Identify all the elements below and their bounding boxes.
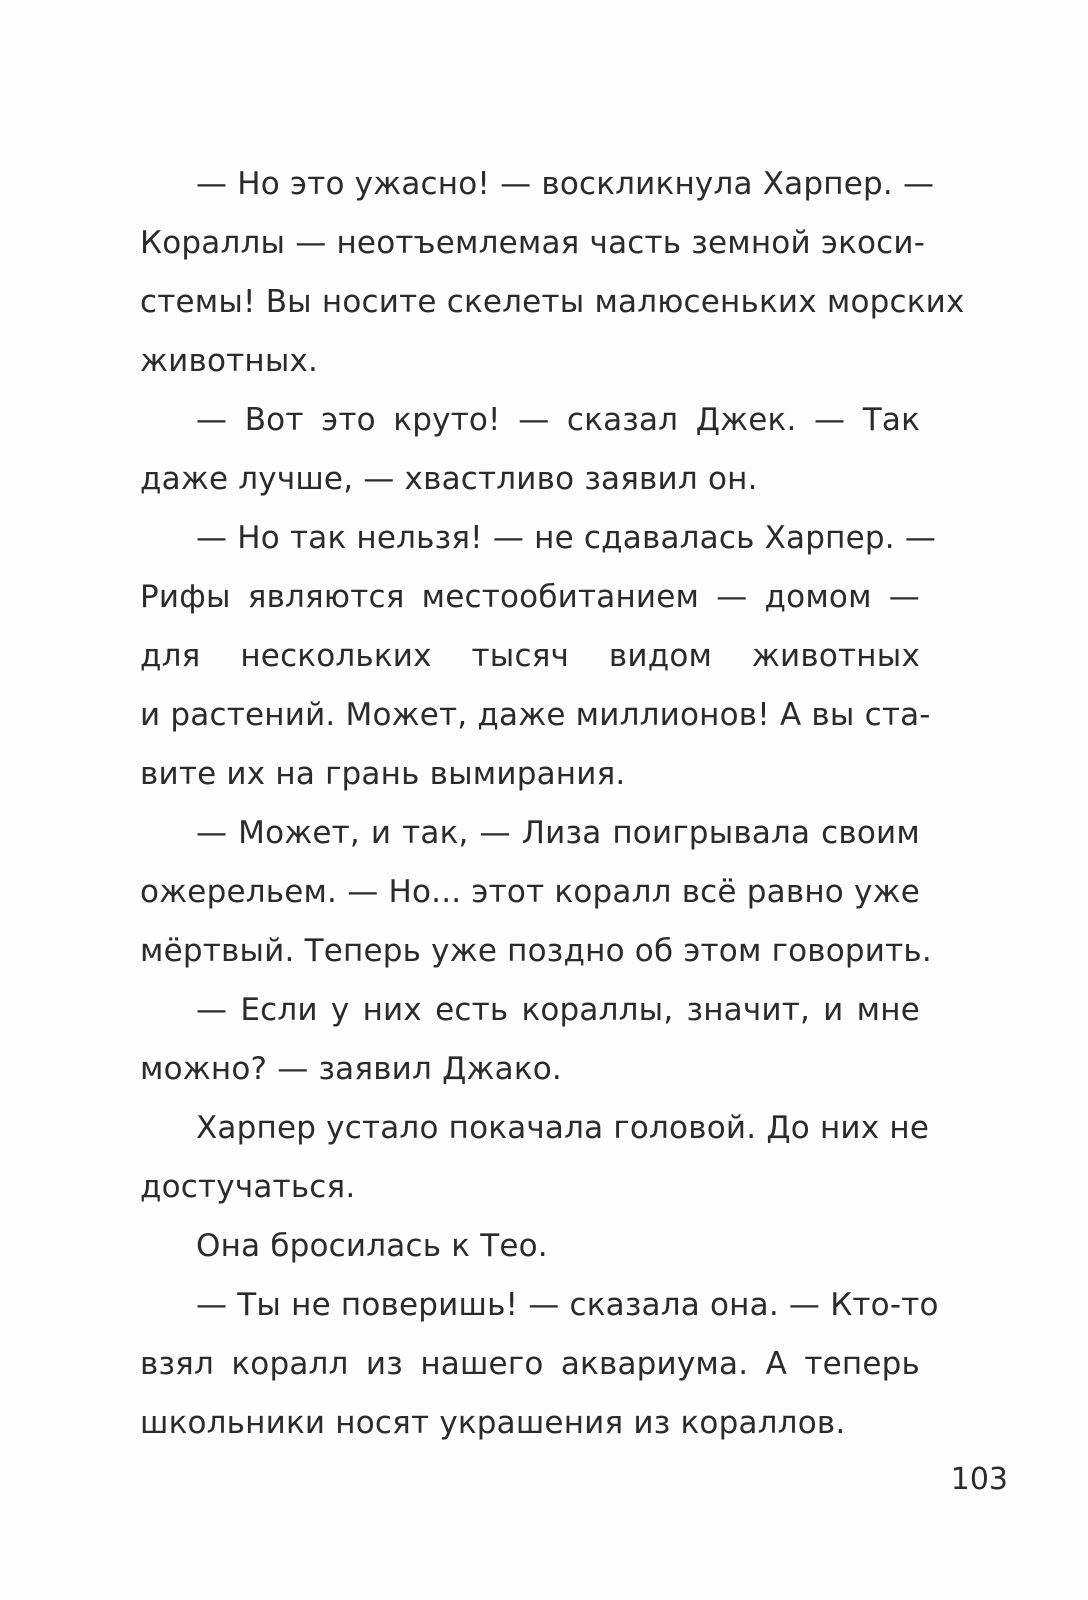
text-line: Харпер устало покачала головой. До них не	[196, 1110, 930, 1146]
text-line: — Но это ужасно! — воскликнула Харпер. —	[196, 166, 935, 202]
text-line: достучаться.	[140, 1169, 356, 1205]
text-line: ожерельем. — Но... этот коралл всё равно уже	[140, 874, 920, 910]
text-line: стемы! Вы носите скелеты малюсеньких морских	[140, 284, 965, 320]
text-line: животных.	[140, 343, 319, 379]
text-line: — Ты не поверишь! — сказала она. — Кто-то	[196, 1287, 939, 1323]
body-text	[140, 155, 965, 1453]
text-line: Рифы являются местообитанием — домом —	[140, 579, 920, 615]
text-line: и растений. Может, даже миллионов! А вы ста-	[140, 697, 931, 733]
text-line: Она бросилась к Тео.	[196, 1228, 548, 1264]
text-line: школьники носят украшения из кораллов.	[140, 1405, 846, 1441]
page-number: 103	[950, 1462, 1008, 1497]
text-line: мёртвый. Теперь уже поздно об этом говорить.	[140, 933, 932, 969]
text-line: можно? — заявил Джако.	[140, 1051, 562, 1087]
text-line: — Вот это круто! — сказал Джек. — Так	[196, 402, 920, 438]
text-line: для нескольких тысяч видом животных	[140, 638, 920, 674]
text-line: Кораллы — неотъемлемая часть земной экоси-	[140, 225, 926, 261]
text-line: даже лучше, — хвастливо заявил он.	[140, 461, 758, 497]
text-line: вите их на грань вымирания.	[140, 756, 626, 792]
text-line: — Но так нельзя! — не сдавалась Харпер. —	[196, 520, 937, 556]
text-line: взял коралл из нашего аквариума. А теперь	[140, 1346, 920, 1382]
text-line: — Может, и так, — Лиза поигрывала своим	[196, 815, 920, 851]
text-line: — Если у них есть кораллы, значит, и мне	[196, 992, 920, 1028]
